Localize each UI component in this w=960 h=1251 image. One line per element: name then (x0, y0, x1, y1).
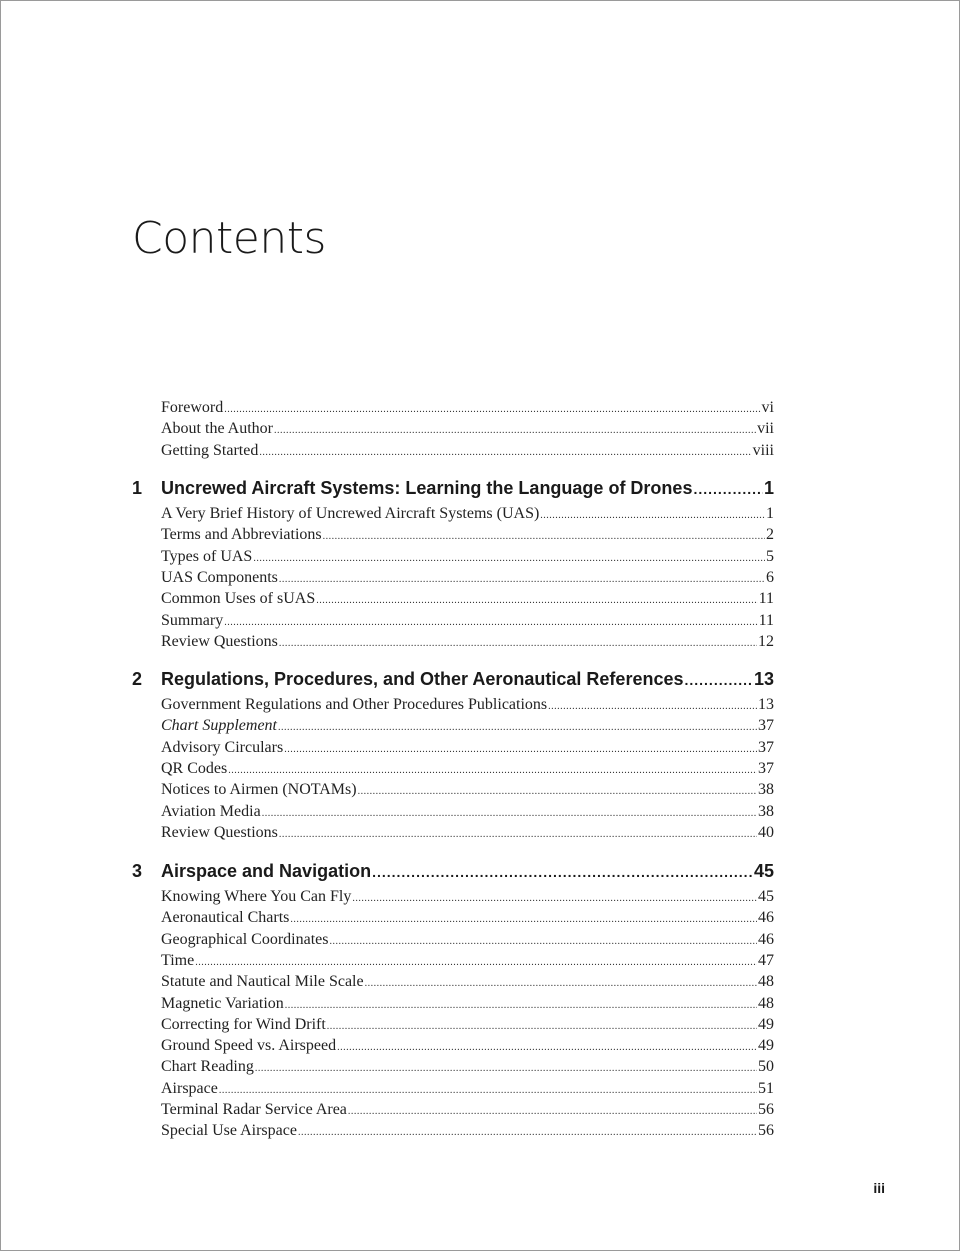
toc-entry-page: 46 (758, 930, 774, 948)
toc-entry[interactable] (161, 694, 774, 717)
dot-leader (224, 399, 760, 420)
toc-entry-label: Getting Started (161, 441, 259, 459)
toc-entry-page: 48 (758, 973, 774, 991)
toc-entry-page: 47 (758, 951, 774, 969)
toc-entry-label: Advisory Circulars (161, 738, 284, 756)
toc-entry-page: 48 (758, 994, 774, 1012)
chapter-title: Regulations, Procedures, and Other Aeronautical References (161, 669, 684, 689)
toc-entry-label: Common Uses of sUAS (161, 590, 316, 608)
toc-entry-page: 46 (758, 909, 774, 927)
toc-entry-label: Special Use Airspace (161, 1122, 297, 1140)
toc-entry-label: Time (161, 951, 195, 969)
toc-entry-label: Notices to Airmen (NOTAMs) (161, 781, 357, 799)
toc-entry[interactable] (161, 886, 774, 909)
dot-leader (219, 1080, 757, 1101)
dot-leader (290, 909, 757, 930)
toc-entry-label: Foreword (161, 399, 224, 416)
toc-entry-label: Terms and Abbreviations (161, 526, 322, 544)
dot-leader (284, 739, 757, 760)
toc-entry-page: 38 (758, 802, 774, 820)
dot-leader (228, 760, 757, 781)
dot-leader (372, 861, 753, 883)
chapter-page: 13 (753, 669, 774, 689)
page-title: Contents (132, 213, 326, 264)
dot-leader (337, 1037, 757, 1058)
toc-entry[interactable] (161, 418, 774, 441)
toc-entry-page: 1 (766, 505, 774, 522)
toc-entry-page: 49 (758, 1015, 774, 1033)
toc-entry[interactable] (161, 950, 774, 973)
chapter-heading[interactable] (132, 860, 774, 883)
dot-leader (540, 505, 765, 526)
dot-leader (298, 1122, 757, 1143)
toc-entry-page: 37 (758, 717, 774, 735)
toc-entry[interactable] (161, 524, 774, 547)
toc-entry-page: 37 (758, 738, 774, 756)
dot-leader (684, 669, 752, 691)
toc-entry-page: viii (752, 441, 774, 459)
toc-entry-label: Review Questions (161, 632, 278, 650)
toc-entry-label: Review Questions (161, 823, 278, 841)
toc-entry-page: 50 (758, 1058, 774, 1076)
toc-entry-label: Aviation Media (161, 802, 261, 820)
toc-entry[interactable] (161, 440, 774, 463)
toc-entry[interactable] (161, 1035, 774, 1058)
toc-entry-page: 51 (758, 1079, 774, 1097)
toc-entry[interactable] (161, 993, 774, 1016)
toc-entry-label: Chart Supplement (161, 717, 277, 735)
dot-leader (348, 1101, 757, 1122)
toc-entry-page: 49 (758, 1037, 774, 1055)
dot-leader (259, 442, 751, 463)
toc-entry[interactable] (161, 503, 774, 526)
toc-entry[interactable] (161, 1056, 774, 1079)
dot-leader (330, 931, 758, 952)
toc-entry[interactable] (161, 822, 774, 845)
toc-entry-page: vi (761, 399, 774, 416)
dot-leader (358, 781, 757, 802)
toc-entry[interactable] (161, 907, 774, 930)
toc-entry-label: A Very Brief History of Uncrewed Aircraft Systems (UAS) (161, 505, 540, 522)
dot-leader (224, 612, 757, 633)
dot-leader (693, 478, 763, 500)
chapter-heading[interactable] (132, 668, 774, 691)
dot-leader (352, 888, 757, 909)
toc-entry[interactable] (161, 929, 774, 952)
toc-entry[interactable] (161, 397, 774, 420)
toc-entry[interactable] (161, 801, 774, 824)
chapter-number: 2 (132, 669, 143, 689)
dot-leader (278, 717, 757, 738)
dot-leader (316, 590, 757, 611)
toc-entry-label: Correcting for Wind Drift (161, 1015, 326, 1033)
toc-entry-label: Terminal Radar Service Area (161, 1101, 347, 1118)
dot-leader (285, 995, 757, 1016)
toc-entry-page: 38 (758, 781, 774, 799)
toc-entry[interactable] (161, 1014, 774, 1037)
toc-entry-page: 11 (758, 611, 774, 629)
toc-entry[interactable] (161, 610, 774, 633)
toc-entry-label: Government Regulations and Other Procedures Publications (161, 696, 548, 713)
dot-leader (327, 1016, 757, 1037)
toc-entry-label: Ground Speed vs. Airspeed (161, 1037, 337, 1055)
toc-entry[interactable] (161, 1099, 774, 1122)
toc-entry-label: Aeronautical Charts (161, 909, 290, 927)
dot-leader (323, 526, 765, 547)
toc-entry-label: About the Author (161, 420, 273, 438)
toc-entry[interactable] (161, 1120, 774, 1143)
toc-entry[interactable] (161, 779, 774, 802)
toc-entry-label: Statute and Nautical Mile Scale (161, 973, 364, 991)
chapter-number: 3 (132, 861, 143, 881)
toc-entry[interactable] (161, 715, 774, 738)
toc-entry-page: 40 (758, 823, 774, 841)
toc-entry-page: 13 (758, 696, 774, 713)
toc-entry-page: vii (757, 420, 774, 438)
dot-leader (255, 1058, 757, 1079)
toc-entry[interactable] (161, 971, 774, 994)
toc-entry-page: 6 (766, 568, 774, 586)
toc-entry-label: Magnetic Variation (161, 994, 284, 1012)
toc-entry[interactable] (161, 588, 774, 611)
toc-entry-label: QR Codes (161, 759, 228, 777)
dot-leader (279, 824, 757, 845)
toc-entry[interactable] (161, 1078, 774, 1101)
toc-entry-label: Types of UAS (161, 547, 253, 565)
toc-entry-page: 12 (758, 632, 774, 650)
chapter-page: 45 (753, 861, 774, 881)
toc-entry-label: Airspace (161, 1079, 218, 1097)
toc-entry[interactable] (161, 758, 774, 781)
toc-entry[interactable] (161, 546, 774, 569)
toc-entry-page: 56 (758, 1101, 774, 1118)
toc-entry-page: 5 (766, 547, 774, 565)
toc-entry-label: Geographical Coordinates (161, 930, 329, 948)
toc-entry-page: 2 (766, 526, 774, 544)
dot-leader (274, 420, 756, 441)
dot-leader (548, 696, 757, 717)
toc-entry-page: 45 (758, 888, 774, 905)
toc-entry-label: Chart Reading (161, 1058, 254, 1076)
chapter-title: Airspace and Navigation (161, 861, 372, 881)
toc-entry-page: 11 (758, 590, 774, 608)
chapter-number: 1 (132, 478, 143, 498)
toc-entry[interactable] (161, 567, 774, 590)
dot-leader (253, 548, 765, 569)
page-number: iii (873, 1180, 885, 1196)
chapter-page: 1 (763, 478, 774, 498)
toc-entry[interactable] (161, 737, 774, 760)
dot-leader (365, 973, 757, 994)
dot-leader (262, 803, 757, 824)
toc-entry[interactable] (161, 631, 774, 654)
chapter-title: Uncrewed Aircraft Systems: Learning the Language of Drones (161, 478, 693, 498)
dot-leader (279, 569, 765, 590)
toc-entry-label: Knowing Where You Can Fly (161, 888, 352, 905)
toc-entry-page: 56 (758, 1122, 774, 1140)
toc-entry-label: Summary (161, 611, 224, 629)
toc-entry-page: 37 (758, 759, 774, 777)
dot-leader (195, 952, 757, 973)
chapter-heading[interactable] (132, 477, 774, 500)
dot-leader (279, 633, 757, 654)
toc-entry-label: UAS Components (161, 568, 278, 586)
